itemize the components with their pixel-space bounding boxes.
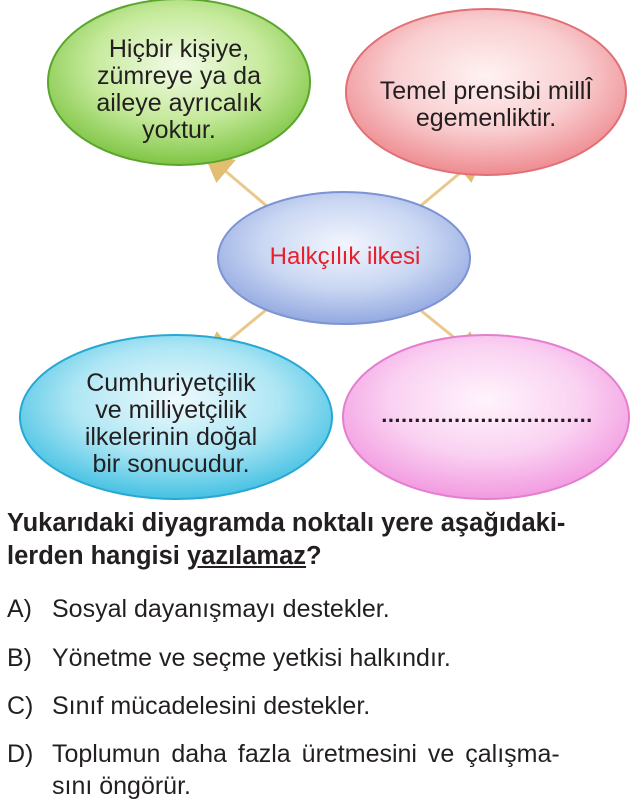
node-bottom-left-line: bir sonucudur. [92, 450, 250, 478]
node-bottom-right-blank: ................................ [381, 402, 593, 427]
node-bottom-left-text [56, 370, 286, 478]
node-center-label: Halkçılık ilkesi [269, 243, 421, 270]
question-text [7, 507, 629, 573]
question-underlined: yazılamaz [186, 542, 307, 570]
node-bottom-left-line: ve milliyetçilik [95, 396, 247, 424]
node-top-left-text [64, 36, 294, 144]
option-c-letter: C) [7, 692, 34, 720]
question-suffix: ? [306, 542, 322, 570]
option-b[interactable] [7, 642, 627, 674]
arrow-top-left [210, 158, 275, 213]
node-top-right-text [356, 78, 616, 132]
option-d[interactable] [7, 738, 627, 802]
option-a[interactable] [7, 593, 627, 625]
question-line2: lerden hangisi [7, 542, 187, 570]
option-d-text-line2: sını öngörür. [52, 772, 191, 800]
option-a-text: Sosyal dayanışmayı destekler. [52, 595, 390, 623]
question-line1: Yukarıdaki diyagramda noktalı yere aşağıdaki- [7, 509, 566, 537]
option-b-letter: B) [7, 644, 32, 672]
node-top-left-line: zümreye ya da [97, 62, 261, 90]
node-top-right-line: egemenliktir. [415, 104, 557, 132]
node-bottom-left-line: ilkelerinin doğal [84, 423, 258, 451]
option-a-letter: A) [7, 595, 32, 623]
option-c[interactable] [7, 690, 627, 722]
node-top-right-line: Temel prensibi millÎ [379, 77, 593, 105]
node-top-left-line: yoktur. [142, 116, 216, 144]
option-b-text: Yönetme ve seçme yetkisi halkındır. [52, 644, 451, 672]
option-c-text: Sınıf mücadelesini destekler. [52, 692, 371, 720]
node-top-left-line: Hiçbir kişiye, [108, 35, 250, 63]
option-d-text-line1: Toplumun daha fazla üretmesini ve çalışma- [52, 740, 560, 768]
option-d-letter: D) [7, 740, 34, 768]
node-bottom-left-line: Cumhuriyetçilik [86, 369, 256, 397]
node-top-left-line: aileye ayrıcalık [96, 89, 262, 117]
